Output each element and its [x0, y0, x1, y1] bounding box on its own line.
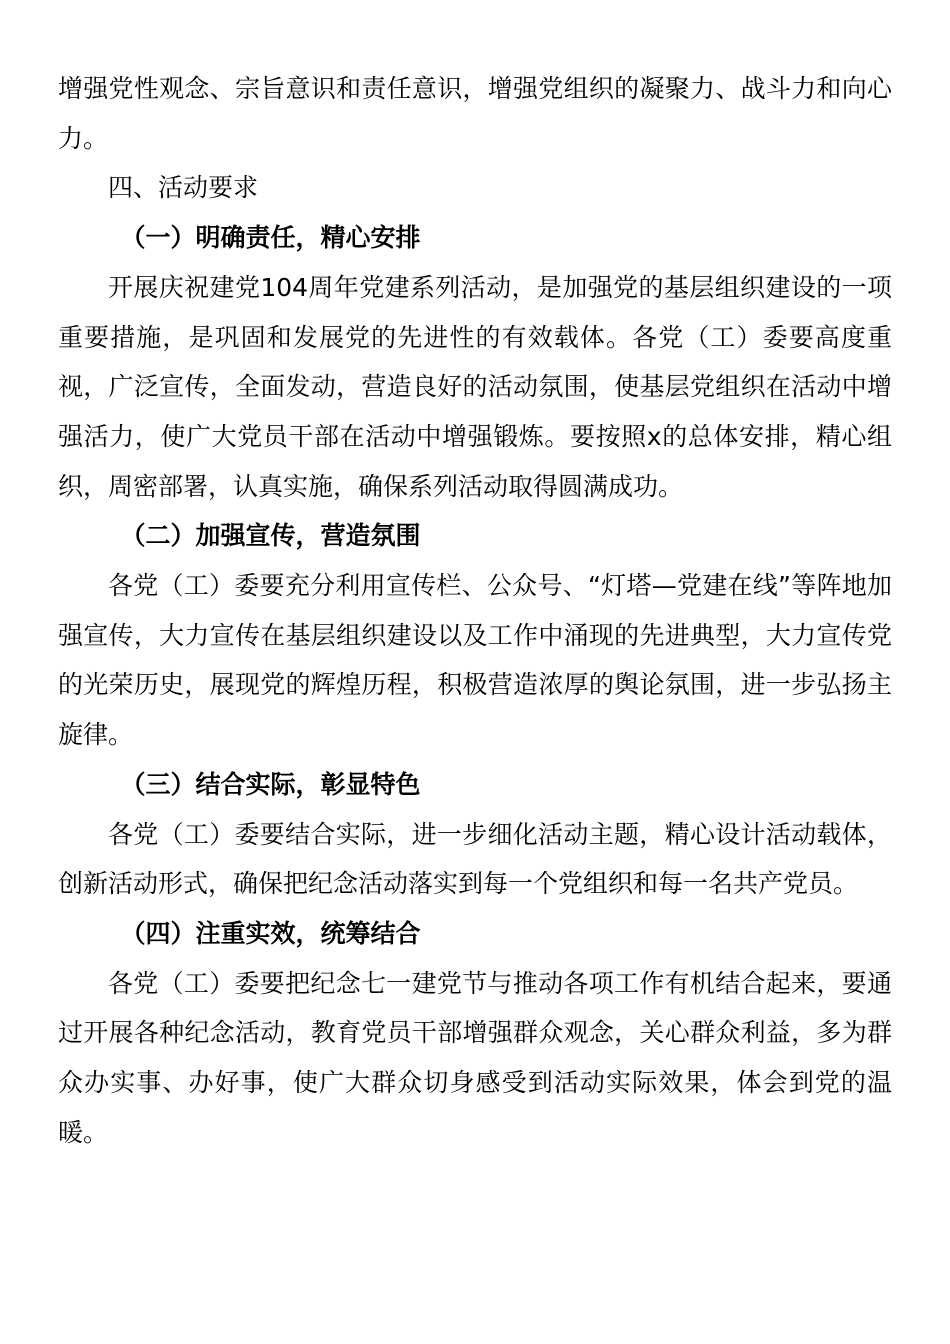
subsection-body-2: 各党（工）委要充分利用宣传栏、公众号、“灯塔—党建在线”等阵地加强宣传，大力宣传在基层组织建设以及工作中涌现的先进典型，大力宣传党的光荣历史，展现党的辉煌历程，积极营造浓厚的舆论氛围，进一步弘扬主旋律。 — [58, 571, 892, 750]
subsection-body-1: 开展庆祝建党104周年党建系列活动，是加强党的基层组织建设的一项重要措施，是巩固和发展党的先进性的有效载体。各党（工）委要高度重视，广泛宣传，全面发动，营造良好的活动氛围，使基层党组织在活动中增强活力，使广大党员干部在活动中增强锻炼。要按照x的总体安排，精心组织，周密部署，认真实施，确保系列活动取得圆满成功。 — [58, 272, 892, 501]
intro-paragraph: 增强党性观念、宗旨意识和责任意识，增强党组织的凝聚力、战斗力和向心力。 — [58, 74, 892, 153]
section-heading: 四、活动要求 — [108, 173, 259, 203]
subsection-heading-4: （四）注重实效，统筹结合 — [120, 918, 421, 948]
subsection-heading-3: （三）结合实际，彰显特色 — [120, 769, 421, 799]
document-page — [58, 64, 892, 1157]
subsection-heading-1: （一）明确责任，精心安排 — [120, 223, 421, 253]
subsection-body-4: 各党（工）委要把纪念七一建党节与推动各项工作有机结合起来，要通过开展各种纪念活动，教育党员干部增强群众观念，关心群众利益，多为群众办实事、办好事，使广大群众切身感受到活动实际效果，体会到党的温暖。 — [58, 968, 892, 1147]
subsection-heading-2: （二）加强宣传，营造氛围 — [120, 521, 421, 551]
subsection-body-3: 各党（工）委要结合实际，进一步细化活动主题，精心设计活动载体，创新活动形式，确保把纪念活动落实到每一个党组织和每一名共产党员。 — [58, 819, 892, 899]
